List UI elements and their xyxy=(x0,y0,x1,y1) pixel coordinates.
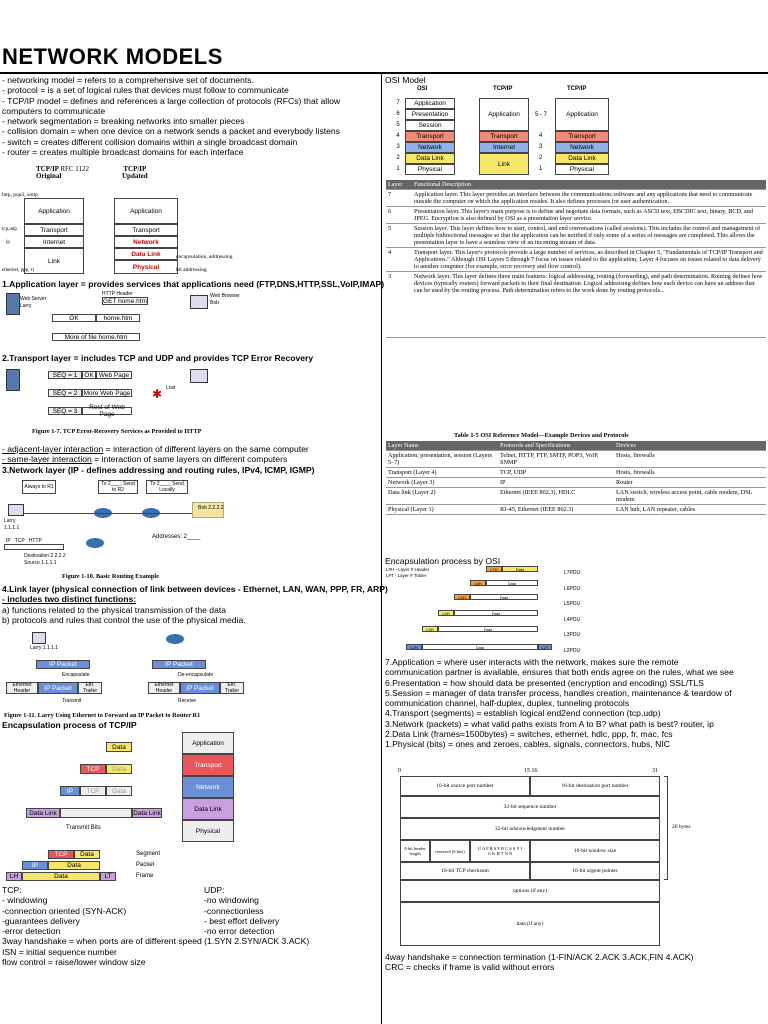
server-icon xyxy=(6,369,20,391)
mid-transport: Transport xyxy=(479,131,529,142)
note-bit: bit addressing xyxy=(176,267,207,273)
tcp-item: -connection oriented (SYN-ACK) xyxy=(2,905,127,916)
link-two: - includes two distinct functions: xyxy=(2,594,137,605)
network-figure xyxy=(2,478,252,580)
udp-item: UDP: xyxy=(204,885,225,895)
computer-icon xyxy=(8,504,24,516)
more-box: More of file home.htm xyxy=(52,333,140,341)
udp-item: - best effort delivery xyxy=(204,915,280,926)
packet-box xyxy=(4,544,64,550)
ip-packet-frame-right: IP Packet xyxy=(180,682,220,694)
layer-line: 1.Physical (bits) = ones and zeroes, cables, signals, connectors, hubs, NIC xyxy=(385,739,670,750)
layer-line: communication channel, half-duplex, duplex, tunneling protocols xyxy=(385,698,630,709)
note-encap: encapsulation, addressing xyxy=(176,254,233,260)
table-header-row: Layer Name Protocols and Specifications Devices xyxy=(386,441,766,451)
network-caption: Figure 1-10. Basic Routing Example xyxy=(62,573,159,580)
l7-data: Data xyxy=(502,566,538,572)
bottom-line: 4way handshake = connection termination (1-FIN/ACK 2.ACK 3.ACK,FIN 4.ACK) xyxy=(385,952,694,962)
osi-layers-text xyxy=(385,657,734,750)
definitions xyxy=(2,75,340,157)
encapsulate-label: Encapsulate xyxy=(62,672,90,678)
bracket xyxy=(664,776,668,880)
table-row: Network (Layer 3) IP Router xyxy=(386,478,766,488)
bottom-line: flow control = raise/lower window size xyxy=(2,957,146,968)
osi-title: OSI Model xyxy=(385,75,426,85)
r-network: Network xyxy=(555,142,609,153)
osi-physical: Physical xyxy=(405,164,455,175)
web-browser-label: Web Browser Bob xyxy=(210,293,240,306)
tcpip-head-2: TCP/IP xyxy=(567,86,587,92)
transport-layer-heading: 2.Transport layer = includes TCP and UDP and provides TCP Error Recovery xyxy=(2,353,314,363)
encap-tcpip-figure xyxy=(2,732,252,882)
right-bottom xyxy=(385,952,693,973)
layer-line: 6.Presentation = how should data be presented (encryption and encoding) SSL/TLS xyxy=(385,677,704,688)
tcp-header-figure xyxy=(398,768,698,950)
def-line: - protocol = is a set of logical rules that devices must follow to communicate xyxy=(2,85,289,96)
eth-header-left: Ethernet Header xyxy=(6,682,38,694)
get-box: GET home.htm xyxy=(103,297,147,305)
enc-data-1: Data xyxy=(106,742,132,752)
eth-trailer-right: Eth. Trailer xyxy=(220,682,244,694)
link-caption: Figure 1-11. Larry Using Ethernet to Forward an IP Packet to Router R1 xyxy=(4,712,201,719)
deencapsulate-label: De-encapsulate xyxy=(178,672,214,678)
same-line: - same-layer interaction = interaction of same layers on different computers xyxy=(2,454,288,465)
computer-icon xyxy=(190,369,208,383)
l3-data: Data xyxy=(438,626,538,632)
l2-data: Data xyxy=(422,644,538,650)
tcpip-head: TCP/IP xyxy=(493,86,513,92)
interaction-definitions xyxy=(2,444,314,475)
tcp-item: -guarantees delivery xyxy=(2,915,80,926)
transmit-bits-label: Transmit Bits xyxy=(66,825,101,831)
l5-data: Data xyxy=(470,594,538,600)
table-row: 5 Session layer. This layer defines how to start, control, and end conversations (called sessions). This includes the control and management of multiple bidirectional messages so that the application can be notified if only some of a series of messages are completed. This allows the presentation layer to have a seamless view of an incoming stream of data. xyxy=(386,224,766,248)
def-line: - switch = creates different collision domains within a single broadcast domain xyxy=(2,136,298,147)
link-b: b) protocols and rules that control the use of the physical media. xyxy=(2,614,246,625)
enc-ip: IP xyxy=(60,786,80,796)
pkt-ip: IP xyxy=(22,861,48,870)
range-label: 5 - 7 xyxy=(535,112,548,118)
seg-data: Data xyxy=(74,850,100,859)
title-rule xyxy=(0,72,768,74)
tcp-item: TCP: xyxy=(2,885,22,895)
bottom-line: 3way handshake = when ports are of different speed (1.SYN 2.SYN/ACK 3.ACK) xyxy=(2,936,310,947)
osi-session: Session xyxy=(405,120,455,131)
stack-application: Application xyxy=(182,732,234,754)
def-line: - networking model = refers to a comprehensive set of documents. xyxy=(2,75,254,85)
upd-transport: Transport xyxy=(114,224,178,236)
frm-data: Data xyxy=(22,872,100,881)
page-title: NETWORK MODELS xyxy=(2,44,223,69)
enc-tcp-2: TCP xyxy=(80,786,106,796)
table-row: 7 Application layer. This layer provides an interface between the communications software and any applications that need to communicate outside the computer on which the application resides. It also defines processes for user authentication. xyxy=(386,190,766,207)
bit31: 31 xyxy=(652,768,658,774)
ok-box: OK xyxy=(82,371,96,379)
checksum: 16-bit TCP checksum xyxy=(400,862,530,880)
tcpip-updated-label: TCP/IP Updated xyxy=(122,165,148,180)
layer-line: 7.Application = where user interacts with the network, makes sure the remote xyxy=(385,657,679,667)
tcp-item: -error detection xyxy=(2,926,61,937)
bottom-line: CRC = checks if frame is valid without errors xyxy=(385,962,555,973)
eth-header-right: Ethernet Header xyxy=(148,682,180,694)
def-line: - router = creates multiple broadcast domains for each interface xyxy=(2,147,244,158)
window-size: 16-bit window size xyxy=(530,840,660,862)
upd-physical: Physical xyxy=(114,260,178,274)
l2t: L2T xyxy=(538,644,552,650)
legend-header: L#H - Layer # Header xyxy=(386,567,430,572)
l2h: L2H xyxy=(406,644,422,650)
osi-reference-table xyxy=(386,441,766,515)
layer-line: 4.Transport (segments) = establish logical end2end connection (tcp,udp) xyxy=(385,708,661,719)
layer-line: 3.Network (packets) = what valid paths exists from A to B? what path is best? router, ip xyxy=(385,718,714,729)
encap-tcpip-title: Encapsulation process of TCP/IP xyxy=(2,720,137,730)
l5h: L5H xyxy=(454,594,470,600)
application-figure xyxy=(2,291,252,349)
seg-tcp: TCP xyxy=(48,850,74,859)
http-header-label: HTTP Header xyxy=(102,291,133,297)
seq1-box: SEQ = 1 xyxy=(48,371,82,379)
stack-physical: Physical xyxy=(182,820,234,842)
col-desc: Functional Description xyxy=(412,180,766,190)
layer-line: 2.Data Link (frames=1500bytes) = switches, ethernet, hdlc, ppp, fr, mac, fcs xyxy=(385,729,673,740)
larry-label: Larry 1.1.1.1 xyxy=(4,518,20,531)
data-field: data (if any) xyxy=(400,902,660,946)
table-row: Transport (Layer 4) TCP, UDP Hosts, firewalls xyxy=(386,468,766,478)
layer-function-table xyxy=(386,180,766,338)
ip-tcp-http-label: IP TCP HTTP xyxy=(6,538,42,544)
stack-datalink: Data Link xyxy=(182,798,234,820)
tcp-item: - windowing xyxy=(2,895,48,906)
table-row: 3 Network layer. This layer defines three main features: logical addressing, routing (forwarding), and path determination. Routing defines how devices (typically routers) forward packets to their final destination. Logical addressing defines how each device can have an address that can be used by the routing process. Path determination refers to the work done by routing protocols... xyxy=(386,272,766,338)
osi-encap-title: Encapsulation process by OSI xyxy=(385,556,501,566)
upd-application: Application xyxy=(114,198,178,224)
osi-datalink: Data Link xyxy=(405,153,455,164)
mid-internet: Internet xyxy=(479,142,529,153)
l7h: L7H xyxy=(486,566,502,572)
frm-lt: LT xyxy=(100,872,116,881)
ref-table-caption: Table 1-5 OSI Reference Model—Example Devices and Protocols xyxy=(454,432,629,439)
osi-application: Application xyxy=(405,98,455,109)
segment-label: Segment xyxy=(136,851,161,857)
l4h: L4H xyxy=(438,610,454,616)
eth-trailer-left: Eth. Trailer xyxy=(78,682,102,694)
enc-tcp: TCP xyxy=(80,764,106,774)
table-row: Physical (Layer 1) RJ-45, Ethernet (IEEE 802.3) LAN hub, LAN repeater, cables xyxy=(386,505,766,515)
def-line: - network segmentation = breaking networks into smaller pieces xyxy=(2,116,245,127)
link-layer-block xyxy=(2,584,388,625)
receive-label: Receive xyxy=(178,698,197,704)
enc-data-2: Data xyxy=(106,764,132,774)
computer-icon xyxy=(32,632,46,644)
table-row: 4 Transport layer. This layer's protocols provide a large number of services, as described in Chapter 5, "Fundamentals of TCP/IP Transport and Applications." Although OSI Layers 5 through 7 focus on issues related to the application, Layer 4 focuses on issues related to data delivery to another computer (for example, error recovery and flow control). xyxy=(386,248,766,272)
packet-label: Packet xyxy=(136,862,155,868)
stack-network: Network xyxy=(182,776,234,798)
osi-network: Network xyxy=(405,142,455,153)
tcpip-figure xyxy=(2,166,252,276)
ok-box: OK xyxy=(52,314,96,322)
mid-link: Link xyxy=(479,153,529,175)
ip-packet-right: IP Packet xyxy=(152,660,206,669)
router-icon xyxy=(86,538,104,548)
orig-internet: Internet xyxy=(24,236,84,248)
tcpip-original-label: TCP/IP RFC 1122 Original xyxy=(36,165,90,180)
orig-transport: Transport xyxy=(24,224,84,236)
proto-label: http, pop3, smtp xyxy=(2,192,38,198)
transmit-label: Transmit xyxy=(62,698,82,704)
enc-dl-trailer: Data Link xyxy=(133,809,161,817)
rest-webpage-box: Rest of Web Page xyxy=(82,407,132,415)
reserved: reserved (6 bits) xyxy=(430,840,470,862)
dest-label: Destination 2.2.2.2 xyxy=(24,553,66,559)
r-datalink: Data Link xyxy=(555,153,609,164)
layer-line: communication partner is available, ensures that both ends agree on the rules, what we see xyxy=(385,667,734,678)
upd-datalink: Data Link xyxy=(114,248,178,260)
flags: U A P R S F R C S S Y I G K H T N N xyxy=(470,840,530,862)
udp-item: -no error detection xyxy=(204,926,275,937)
options: options (if any) xyxy=(400,880,660,902)
ip-packet-left: IP Packet xyxy=(36,660,90,669)
enc-data-3: Data xyxy=(106,786,132,796)
udp-list xyxy=(204,885,279,936)
adjacent-line: - adjacent-layer interaction = interaction of different layers on the same computer xyxy=(2,444,309,454)
frame-label: Frame xyxy=(136,873,154,879)
orig-application: Application xyxy=(24,198,84,224)
l6h: L6H xyxy=(470,580,486,586)
osi-transport: Transport xyxy=(405,131,455,142)
computer-icon xyxy=(190,295,208,309)
router-icon xyxy=(166,634,184,644)
udp-item: -no windowing xyxy=(204,895,259,906)
table-header-row xyxy=(386,180,766,190)
upd-network: Network xyxy=(114,236,178,248)
web-server-label: Web Server Larry xyxy=(20,296,47,309)
urgent-pointer: 16-bit urgent pointer xyxy=(530,862,660,880)
pdu-labels: L7PDU L6PDU L5PDU L4PDU L3PDU L2PDU xyxy=(564,570,581,654)
ip-packet-frame-left: IP Packet xyxy=(38,682,78,694)
bob-label: Bob 2.2.2.2 xyxy=(198,505,224,511)
r-physical: Physical xyxy=(555,164,609,175)
seq3-box: SEQ = 3 xyxy=(48,407,82,415)
link-layer-heading: 4.Link layer (physical connection of link between devices - Ethernet, LAN, WAN, PPP, FR, ARP) xyxy=(2,584,388,594)
osi-presentation: Presentation xyxy=(405,109,455,120)
def-line: - TCP/IP model = defines and references a large collection of protocols (RFCs) that allow xyxy=(2,95,341,106)
bit0: 0 xyxy=(398,768,401,774)
osi-encap-figure xyxy=(386,566,586,656)
l4-data: Data xyxy=(454,610,538,616)
lost-label: Lost xyxy=(166,385,176,391)
osi-head: OSI xyxy=(417,86,428,92)
transport-caption: Figure 1-7. TCP Error-Recovery Services as Provided to HTTP xyxy=(32,428,202,435)
frm-lh: LH xyxy=(6,872,22,881)
right-numbers: 4 3 2 1 xyxy=(539,133,543,172)
table-row: Application, presentation, session (Layers 5–7) Telnet, HTTP, FTP, SMTP, POP3, VoIP, SNMP Hosts, firewalls xyxy=(386,451,766,468)
mid-application: Application xyxy=(479,98,529,131)
side-tcp: tcp,udp xyxy=(2,227,17,232)
home-box: home.htm xyxy=(96,314,140,322)
bottom-line: ISN = initial sequence number xyxy=(2,946,117,957)
larry-label: Larry 1.1.1.1 xyxy=(30,645,59,651)
enc-dl-header: Data Link xyxy=(26,808,60,818)
r-application: Application xyxy=(555,98,609,131)
l6-data: Data xyxy=(486,580,538,586)
osi-numbers: 7 6 5 4 3 2 1 xyxy=(396,100,400,172)
column-divider xyxy=(381,74,382,1024)
def-line: - collision domain = when one device on a network sends a packet and everybody listens xyxy=(2,126,340,137)
webpage-box: Web Page xyxy=(96,371,132,379)
link-line xyxy=(24,513,214,514)
side-ethernet: ethernet, ppp, t1 xyxy=(2,268,35,273)
link-a: a) functions related to the physical transmission of the data xyxy=(2,604,227,615)
col-layer: Layer xyxy=(386,180,412,190)
table-row: 6 Presentation layer. This layer's main purpose is to define and negotiate data formats, such as ASCII text, EBCDIC text, binary, BCD, and JPEG. Encryption is also defined by OSI as a presentation layer service. xyxy=(386,207,766,224)
network-layer-heading: 3.Network layer (IP - defines addressing and routing rules, IPv4, ICMP, IGMP) xyxy=(2,464,315,475)
rule-r1: Always to R1 xyxy=(22,480,56,494)
r-transport: Transport xyxy=(555,131,609,142)
layer-line: 5.Session = manager of data transfer process, handles creation, maintenance & teardow of xyxy=(385,687,732,698)
ack-num: 32-bit acknowledgment number xyxy=(400,818,660,840)
rule-r2: To 2____ Send to R2 xyxy=(98,480,138,494)
def-line: computers to communicate xyxy=(2,105,106,116)
link-figure xyxy=(2,630,252,720)
legend-trailer: L#T - Layer # Trailer xyxy=(386,573,427,578)
osi-model-figure xyxy=(395,86,615,178)
application-layer-heading: 1.Application layer = provides services that applications need (FTP,DNS,HTTP,SSL,VoIP,IMAP) xyxy=(2,279,385,289)
server-icon xyxy=(6,293,20,315)
stack-transport: Transport xyxy=(182,754,234,776)
rule-local: To 2____ Send Locally xyxy=(146,480,188,494)
seq-num: 32-bit sequence number xyxy=(400,796,660,818)
l3h: L3H xyxy=(422,626,438,632)
udp-item: -connectionless xyxy=(204,905,264,916)
side-ip: ip xyxy=(6,240,10,245)
enc-inner xyxy=(60,808,132,818)
header-length: 4-bit header length xyxy=(400,840,430,862)
src-label: Source 1.1.1.1 xyxy=(24,560,57,566)
bit15: 15 16 xyxy=(524,768,538,774)
twenty-bytes: 20 bytes xyxy=(672,824,691,830)
pkt-data: Data xyxy=(48,861,100,870)
dst-port: 16-bit destination port number xyxy=(530,776,660,796)
seq2-box: SEQ = 2 xyxy=(48,389,82,397)
table-row: Data link (Layer 2) Ethernet (IEEE 802.3), HDLC LAN switch, wireless access point, cable modem, DSL modem xyxy=(386,488,766,505)
orig-link: Link xyxy=(24,248,84,274)
more-webpage-box: More Web Page xyxy=(83,389,131,397)
addresses-label: Addresses: 2____ xyxy=(152,534,201,540)
transport-figure xyxy=(2,365,252,437)
src-port: 16-bit source port number xyxy=(400,776,530,796)
lost-icon: ✱ xyxy=(152,387,163,401)
